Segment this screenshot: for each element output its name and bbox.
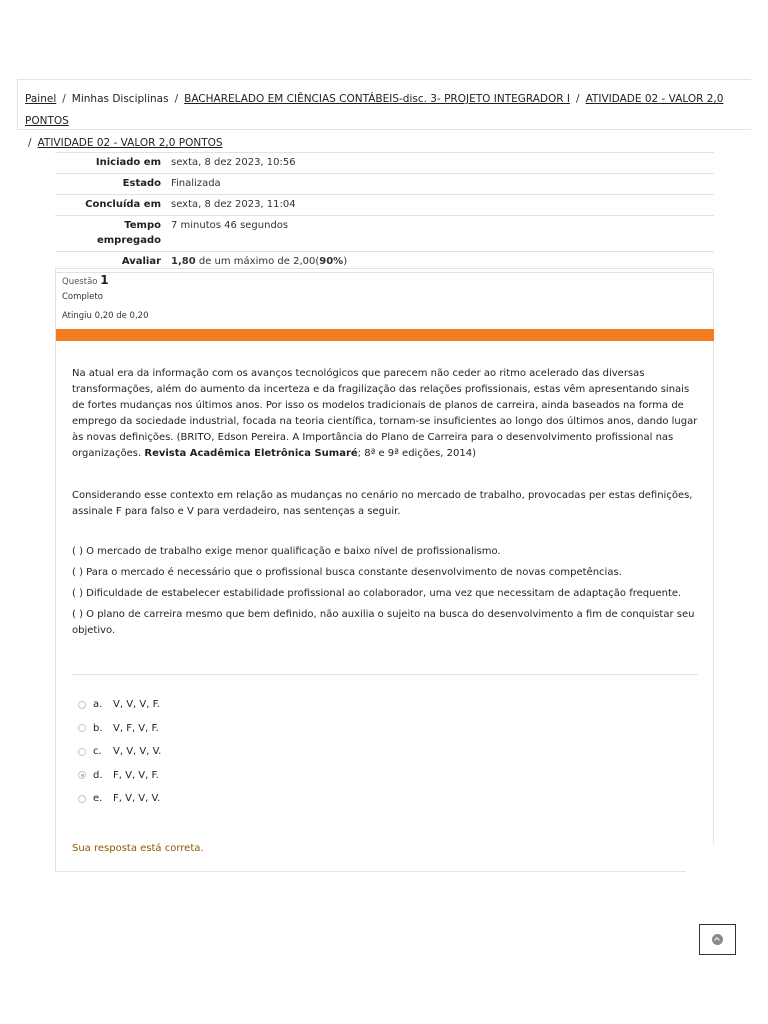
option-letter: e. xyxy=(93,793,103,805)
started-label: Iniciado em xyxy=(55,153,166,174)
started-value: sexta, 8 dez 2023, 10:56 xyxy=(166,153,714,174)
option-letter: a. xyxy=(93,699,103,711)
option-text: F, V, V, V. xyxy=(113,793,161,805)
option-text: V, F, V, F. xyxy=(113,722,159,734)
breadcrumb-separator: / xyxy=(28,137,32,149)
answer-feedback: Sua resposta está correta. xyxy=(72,843,204,854)
back-to-top-button[interactable] xyxy=(699,924,736,955)
completed-label: Concluída em xyxy=(55,195,166,216)
grade-end: ) xyxy=(343,256,348,267)
option-text: V, V, V, V. xyxy=(113,746,162,758)
breadcrumb-minhas-disciplinas: Minhas Disciplinas xyxy=(71,93,169,105)
radio-button[interactable] xyxy=(78,701,86,709)
breadcrumb-activity-2[interactable]: ATIVIDADE 02 - VALOR 2,0 PONTOS xyxy=(37,137,223,149)
question-number xyxy=(62,273,707,287)
state-value: Finalizada xyxy=(166,174,714,195)
breadcrumb xyxy=(17,79,751,149)
grade-percent: 90% xyxy=(319,256,344,267)
statement-item: ( ) O plano de carreira mesmo que bem definido, não auxilia o sujeito na busca do desenvolvimento a fim de conquistar seu objetivo. xyxy=(72,609,695,636)
grade-label: Avaliar xyxy=(55,252,166,273)
grade-score: 1,80 xyxy=(171,256,196,267)
option-text: F, V, V, F. xyxy=(113,769,159,781)
option-letter: c. xyxy=(93,746,102,758)
radio-button[interactable] xyxy=(78,724,86,732)
breadcrumb-separator: / xyxy=(62,93,66,105)
question-info xyxy=(56,269,713,325)
answer-options xyxy=(78,693,161,811)
answer-option-a[interactable] xyxy=(78,693,161,717)
grade-mid: de um máximo de 2,00( xyxy=(195,256,320,267)
question-accent-bar xyxy=(56,329,714,341)
question-context: Considerando esse contexto em relação as mudanças no cenário no mercado de trabalho, provocadas per estas definições, assinale F para falso e V para verdadeiro, nas sentenças a seguir. xyxy=(72,490,693,517)
breadcrumb-course[interactable]: BACHARELADO EM CIÊNCIAS CONTÁBEIS-disc. 3- PROJETO INTEGRADOR I xyxy=(184,93,571,105)
question-grade: Atingiu 0,20 de 0,20 xyxy=(62,311,149,321)
completed-value: sexta, 8 dez 2023, 11:04 xyxy=(166,195,714,216)
breadcrumb-painel[interactable]: Painel xyxy=(25,93,57,105)
answer-option-b[interactable] xyxy=(78,717,161,741)
option-text: V, V, V, F. xyxy=(113,699,160,711)
box-corner-mask xyxy=(686,844,716,874)
option-letter: d. xyxy=(93,769,103,781)
time-value: 7 minutos 46 segundos xyxy=(166,216,714,252)
source-end: ; 8ª e 9ª edições, 2014) xyxy=(357,448,477,459)
summary-row-completed xyxy=(55,195,714,216)
question-box xyxy=(55,268,714,872)
question-number-value: 1 xyxy=(100,273,109,287)
statement-item: ( ) Para o mercado é necessário que o profissional busca constante desenvolvimento de novas competências. xyxy=(72,567,622,578)
breadcrumb-activity[interactable]: ATIVIDADE 02 - VALOR 2,0 PONTOS xyxy=(25,93,724,127)
time-label: Tempo empregado xyxy=(55,216,166,252)
radio-button[interactable] xyxy=(78,748,86,756)
breadcrumb-separator: / xyxy=(174,93,179,105)
question-text xyxy=(72,366,702,644)
question-intro xyxy=(72,366,702,462)
state-label: Estado xyxy=(55,174,166,195)
attempt-summary-table xyxy=(55,152,714,273)
question-label: Questão xyxy=(62,277,98,287)
source-title: Revista Acadêmica Eletrônica Sumaré xyxy=(144,448,358,459)
statement-item: ( ) O mercado de trabalho exige menor qualificação e baixo nível de profissionalismo. xyxy=(72,546,501,557)
question-state: Completo xyxy=(62,292,103,302)
answers-divider xyxy=(72,674,698,675)
radio-button-selected[interactable] xyxy=(78,771,86,779)
radio-button[interactable] xyxy=(78,795,86,803)
summary-row-state xyxy=(55,174,714,195)
statement-item: ( ) Dificuldade de estabelecer estabilidade profissional ao colaborador, uma vez que necessitam de adaptação frequente. xyxy=(72,588,682,599)
intro-text: Na atual era da informação com os avanços tecnológicos que parecem não ceder ao ritmo acelerado das diversas transformações, além do aumento da incerteza e da fragilização das relações profissionais, estas vêm apresentando sinais de fortes mudanças nos últimos anos. Por isso os modelos tradicionais de planos de carreira, ainda baseados na forma de emprego da sociedade industrial, focada na teoria científica, tornam-se insuficientes ao longo dos últimos anos, dando lugar às novas definições. (BRITO, Edson Pereira. A Importância do Plano de Carreira para o desenvolvimento profissional nas organizações. xyxy=(72,368,698,459)
statements-list xyxy=(72,544,702,639)
breadcrumb-separator: / xyxy=(576,93,580,105)
summary-row-time xyxy=(55,216,714,252)
answer-option-d[interactable] xyxy=(78,764,161,788)
arrow-up-circle-icon xyxy=(712,934,723,945)
answer-option-c[interactable] xyxy=(78,740,161,764)
answer-option-e[interactable] xyxy=(78,787,161,811)
option-letter: b. xyxy=(93,722,103,734)
summary-row-started xyxy=(55,153,714,174)
